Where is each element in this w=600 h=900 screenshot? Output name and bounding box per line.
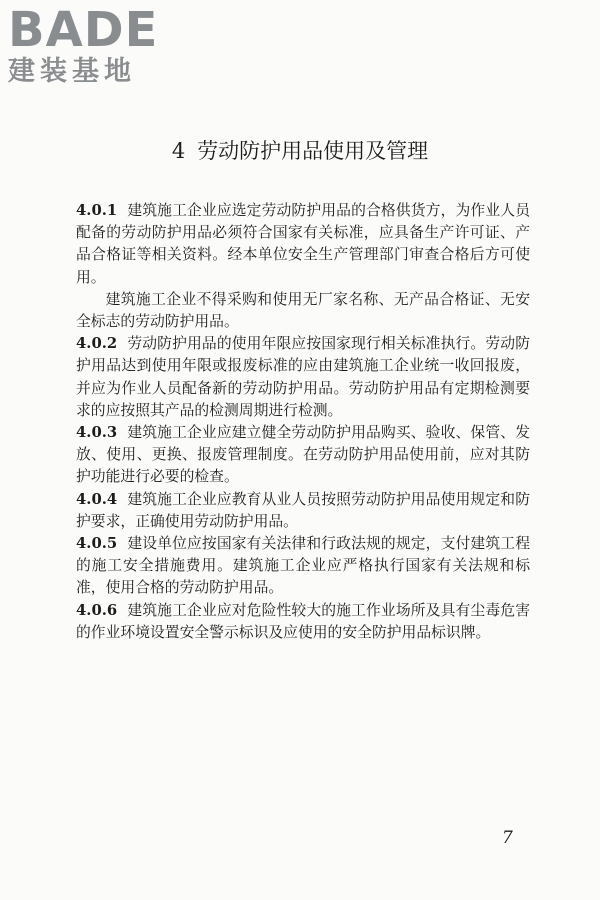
chapter-title bbox=[0, 136, 600, 166]
clause-number: 4.0.1 bbox=[76, 202, 118, 219]
logo-subtitle: 建装基地 bbox=[8, 56, 136, 87]
clause-text: 劳动防护用品的使用年限应按国家现行相关标准执行。劳动防护用品达到使用年限或报废标准的应由建筑施工企业统一收回报废，并应为作业人员配备新的劳动防护用品。劳动防护用品有定期检测要求的应按照其产品的检测周期进行检测。 bbox=[76, 335, 530, 419]
document-body bbox=[76, 200, 530, 644]
clause-number: 4.0.4 bbox=[76, 490, 118, 508]
chapter-title-text: 劳动防护用品使用及管理 bbox=[197, 139, 429, 163]
clause-4-0-1 bbox=[76, 200, 530, 289]
clause-4-0-2 bbox=[76, 333, 530, 422]
logo bbox=[8, 4, 178, 88]
page-number: 7 bbox=[502, 828, 513, 848]
clause-text: 建筑施工企业不得采购和使用无厂家名称、无产品合格证、无安全标志的劳动防护用品。 bbox=[76, 290, 530, 331]
clause-text: 建设单位应按国家有关法律和行政法规的规定，支付建筑工程的施工安全措施费用。建筑施工企业应严格执行国家有关法规和标准，使用合格的劳动防护用品。 bbox=[76, 535, 530, 597]
clause-text: 建筑施工企业应选定劳动防护用品的合格供货方，为作业人员配备的劳动防护用品必须符合国家有关标准，应具备生产许可证、产品合格证等相关资料。经本单位安全生产管理部门审查合格后方可使用。 bbox=[76, 202, 530, 286]
clause-number: 4.0.2 bbox=[76, 335, 118, 353]
clause-4-0-4 bbox=[76, 489, 530, 533]
logo-mark: BADE bbox=[8, 2, 159, 58]
clause-4-0-6 bbox=[76, 600, 530, 644]
clause-4-0-3 bbox=[76, 422, 530, 489]
clause-4-0-1-continuation bbox=[76, 289, 530, 333]
clause-4-0-5 bbox=[76, 533, 530, 600]
clause-text: 建筑施工企业应教育从业人员按照劳动防护用品使用规定和防护要求，正确使用劳动防护用品。 bbox=[76, 490, 530, 530]
clause-number: 4.0.3 bbox=[76, 424, 118, 442]
clause-number: 4.0.6 bbox=[76, 601, 118, 619]
clause-text: 建筑施工企业应对危险性较大的施工作业场所及具有尘毒危害的作业环境设置安全警示标识及应使用的安全防护用品标识牌。 bbox=[76, 601, 530, 641]
clause-text: 建筑施工企业应建立健全劳动防护用品购买、验收、保管、发放、使用、更换、报废管理制度。在劳动防护用品使用前，应对其防护功能进行必要的检查。 bbox=[76, 424, 530, 486]
clause-number: 4.0.5 bbox=[76, 535, 118, 553]
chapter-number: 4 bbox=[171, 139, 186, 163]
